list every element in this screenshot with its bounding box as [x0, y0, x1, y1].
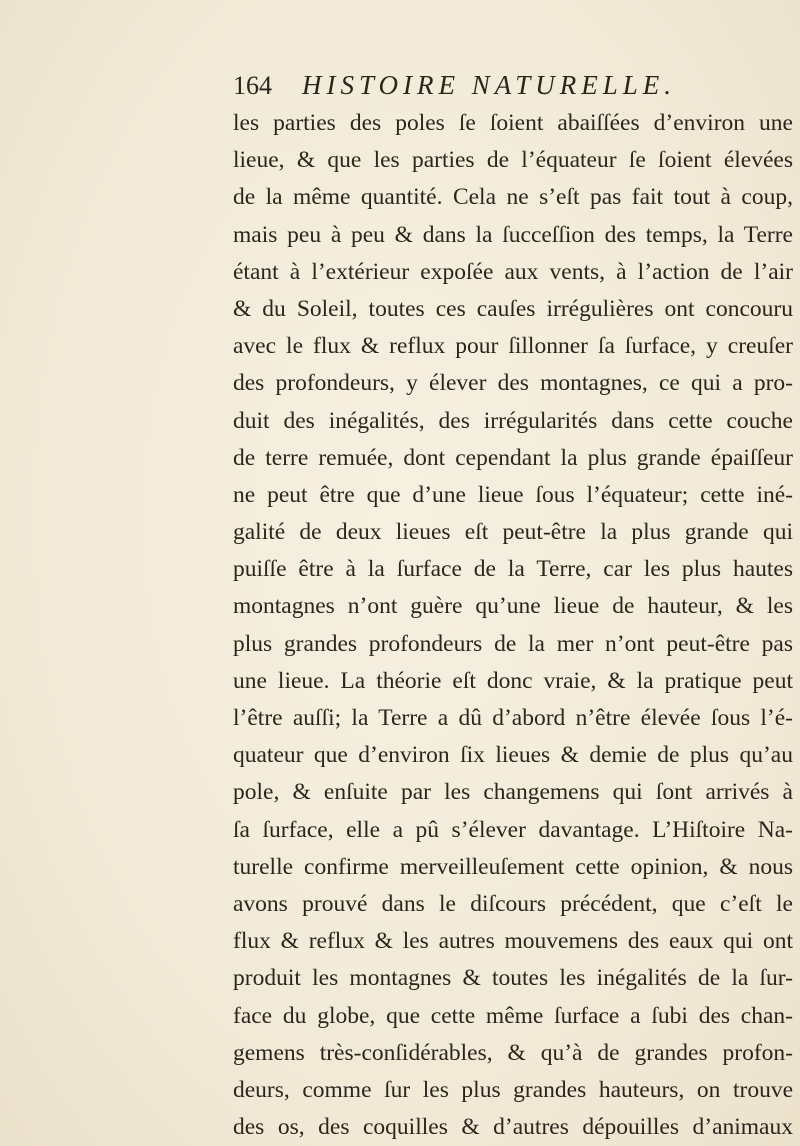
- page-number: 164: [233, 71, 272, 100]
- text-line: galité de deux lieues eſt peut-être la plus grande qui: [233, 519, 793, 546]
- text-line: face du globe, que cette même ſurface a ſubi des chan-: [233, 1002, 793, 1029]
- text-line: produit les montagnes & toutes les inégalités de la ſur-: [233, 965, 793, 992]
- text-line: de la même quantité. Cela ne s’eſt pas fait tout à coup,: [233, 184, 793, 211]
- text-line: avec le flux & reflux pour ſillonner ſa ſurface, y creuſer: [233, 333, 793, 360]
- text-line: des profondeurs, y élever des montagnes, ce qui a pro-: [233, 370, 793, 397]
- text-line: plus grandes profondeurs de la mer n’ont peut-être pas: [233, 630, 793, 657]
- text-line: flux & reflux & les autres mouvemens des eaux qui ont: [233, 928, 793, 955]
- text-line: puiſſe être à la ſurface de la Terre, car les plus hautes: [233, 556, 793, 583]
- text-line: une lieue. La théorie eſt donc vraie, & la pratique peut: [233, 667, 793, 694]
- text-line: des os, des coquilles & d’autres dépouilles d’animaux: [233, 1114, 793, 1141]
- text-line: deurs, comme ſur les plus grandes hauteurs, on trouve: [233, 1076, 793, 1103]
- text-line: avons prouvé dans le diſcours précédent, que c’eſt le: [233, 890, 793, 917]
- text-line: duit des inégalités, des irrégularités dans cette couche: [233, 407, 793, 434]
- text-line: les parties des poles ſe ſoient abaiſſées d’environ une: [233, 110, 793, 136]
- text-line: ſa ſurface, elle a pû s’élever davantage. L’Hiſtoire Na-: [233, 816, 793, 843]
- text-line: étant à l’extérieur expoſée aux vents, à l’action de l’air: [233, 258, 793, 285]
- text-line: montagnes n’ont guère qu’une lieue de hauteur, & les: [233, 593, 793, 620]
- text-line: ne peut être que d’une lieue ſous l’équateur; cette iné-: [233, 481, 793, 508]
- body-text: [233, 105, 793, 1146]
- text-line: & du Soleil, toutes ces cauſes irrégulières ont concouru: [233, 295, 793, 322]
- page-header: [233, 70, 676, 110]
- text-line: quateur que d’environ ſix lieues & demie de plus qu’au: [233, 742, 793, 769]
- text-line: gemens très-conſidérables, & qu’à de grandes profon-: [233, 1039, 793, 1066]
- text-line: de terre remuée, dont cependant la plus grande épaiſſeur: [233, 444, 793, 471]
- running-title: HISTOIRE NATURELLE.: [302, 70, 677, 100]
- text-line: l’être auſſi; la Terre a dû d’abord n’être élevée ſous l’é-: [233, 705, 793, 731]
- text-line: mais peu à peu & dans la ſucceſſion des temps, la Terre: [233, 221, 793, 248]
- text-line: lieue, & que les parties de l’équateur ſe ſoient élevées: [233, 147, 793, 174]
- text-line: pole, & enſuite par les changemens qui ſont arrivés à: [233, 779, 793, 806]
- text-line: turelle confirme merveilleuſement cette opinion, & nous: [233, 853, 793, 880]
